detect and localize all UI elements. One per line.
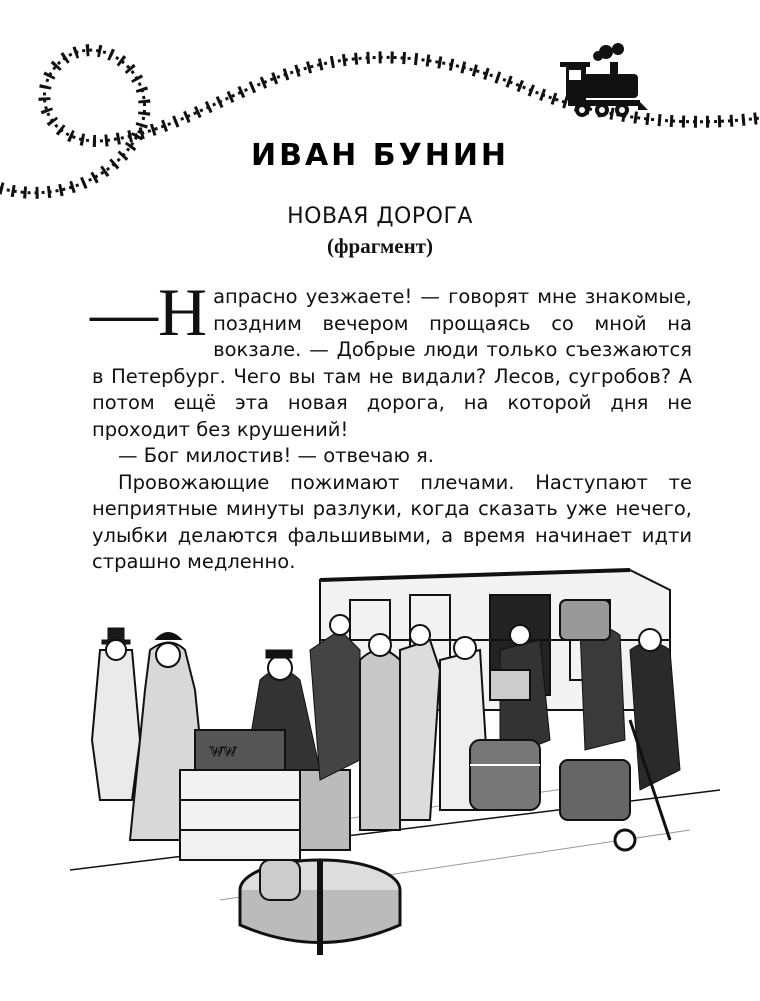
author-name: ИВАН БУНИН <box>250 138 510 173</box>
story-subtitle: (фрагмент) <box>327 234 433 258</box>
story-text <box>90 274 692 576</box>
paragraph-2: — Бог милостив! — отвечаю я. <box>118 444 434 467</box>
svg-text:WW: WW <box>210 745 237 760</box>
railway-station-illustration <box>70 540 720 980</box>
railway-track-decoration <box>0 0 760 210</box>
paragraph-1-text: апрасно уезжаете! — говорят мне знакомые, поздним вечером прощаясь со мной на вокзале. — Добрые люди только съезжаются в Петербург. Чего вы там не видали? Лесов, сугробов? А потом ещё эта новая дорога, на которой дня не проходит без крушений! <box>92 285 692 441</box>
steam-locomotive-icon <box>560 43 648 117</box>
paragraph-1 <box>90 274 692 443</box>
story-title: НОВАЯ ДОРОГА <box>287 204 473 229</box>
paragraph-3: Провожающие пожимают плечами. Наступают те неприятные минуты разлуки, когда сказать уже нечего, улыбки делаются фальшивыми, а время начинает идти страшно медленно. <box>92 470 692 573</box>
drop-cap: —Н <box>90 274 208 350</box>
